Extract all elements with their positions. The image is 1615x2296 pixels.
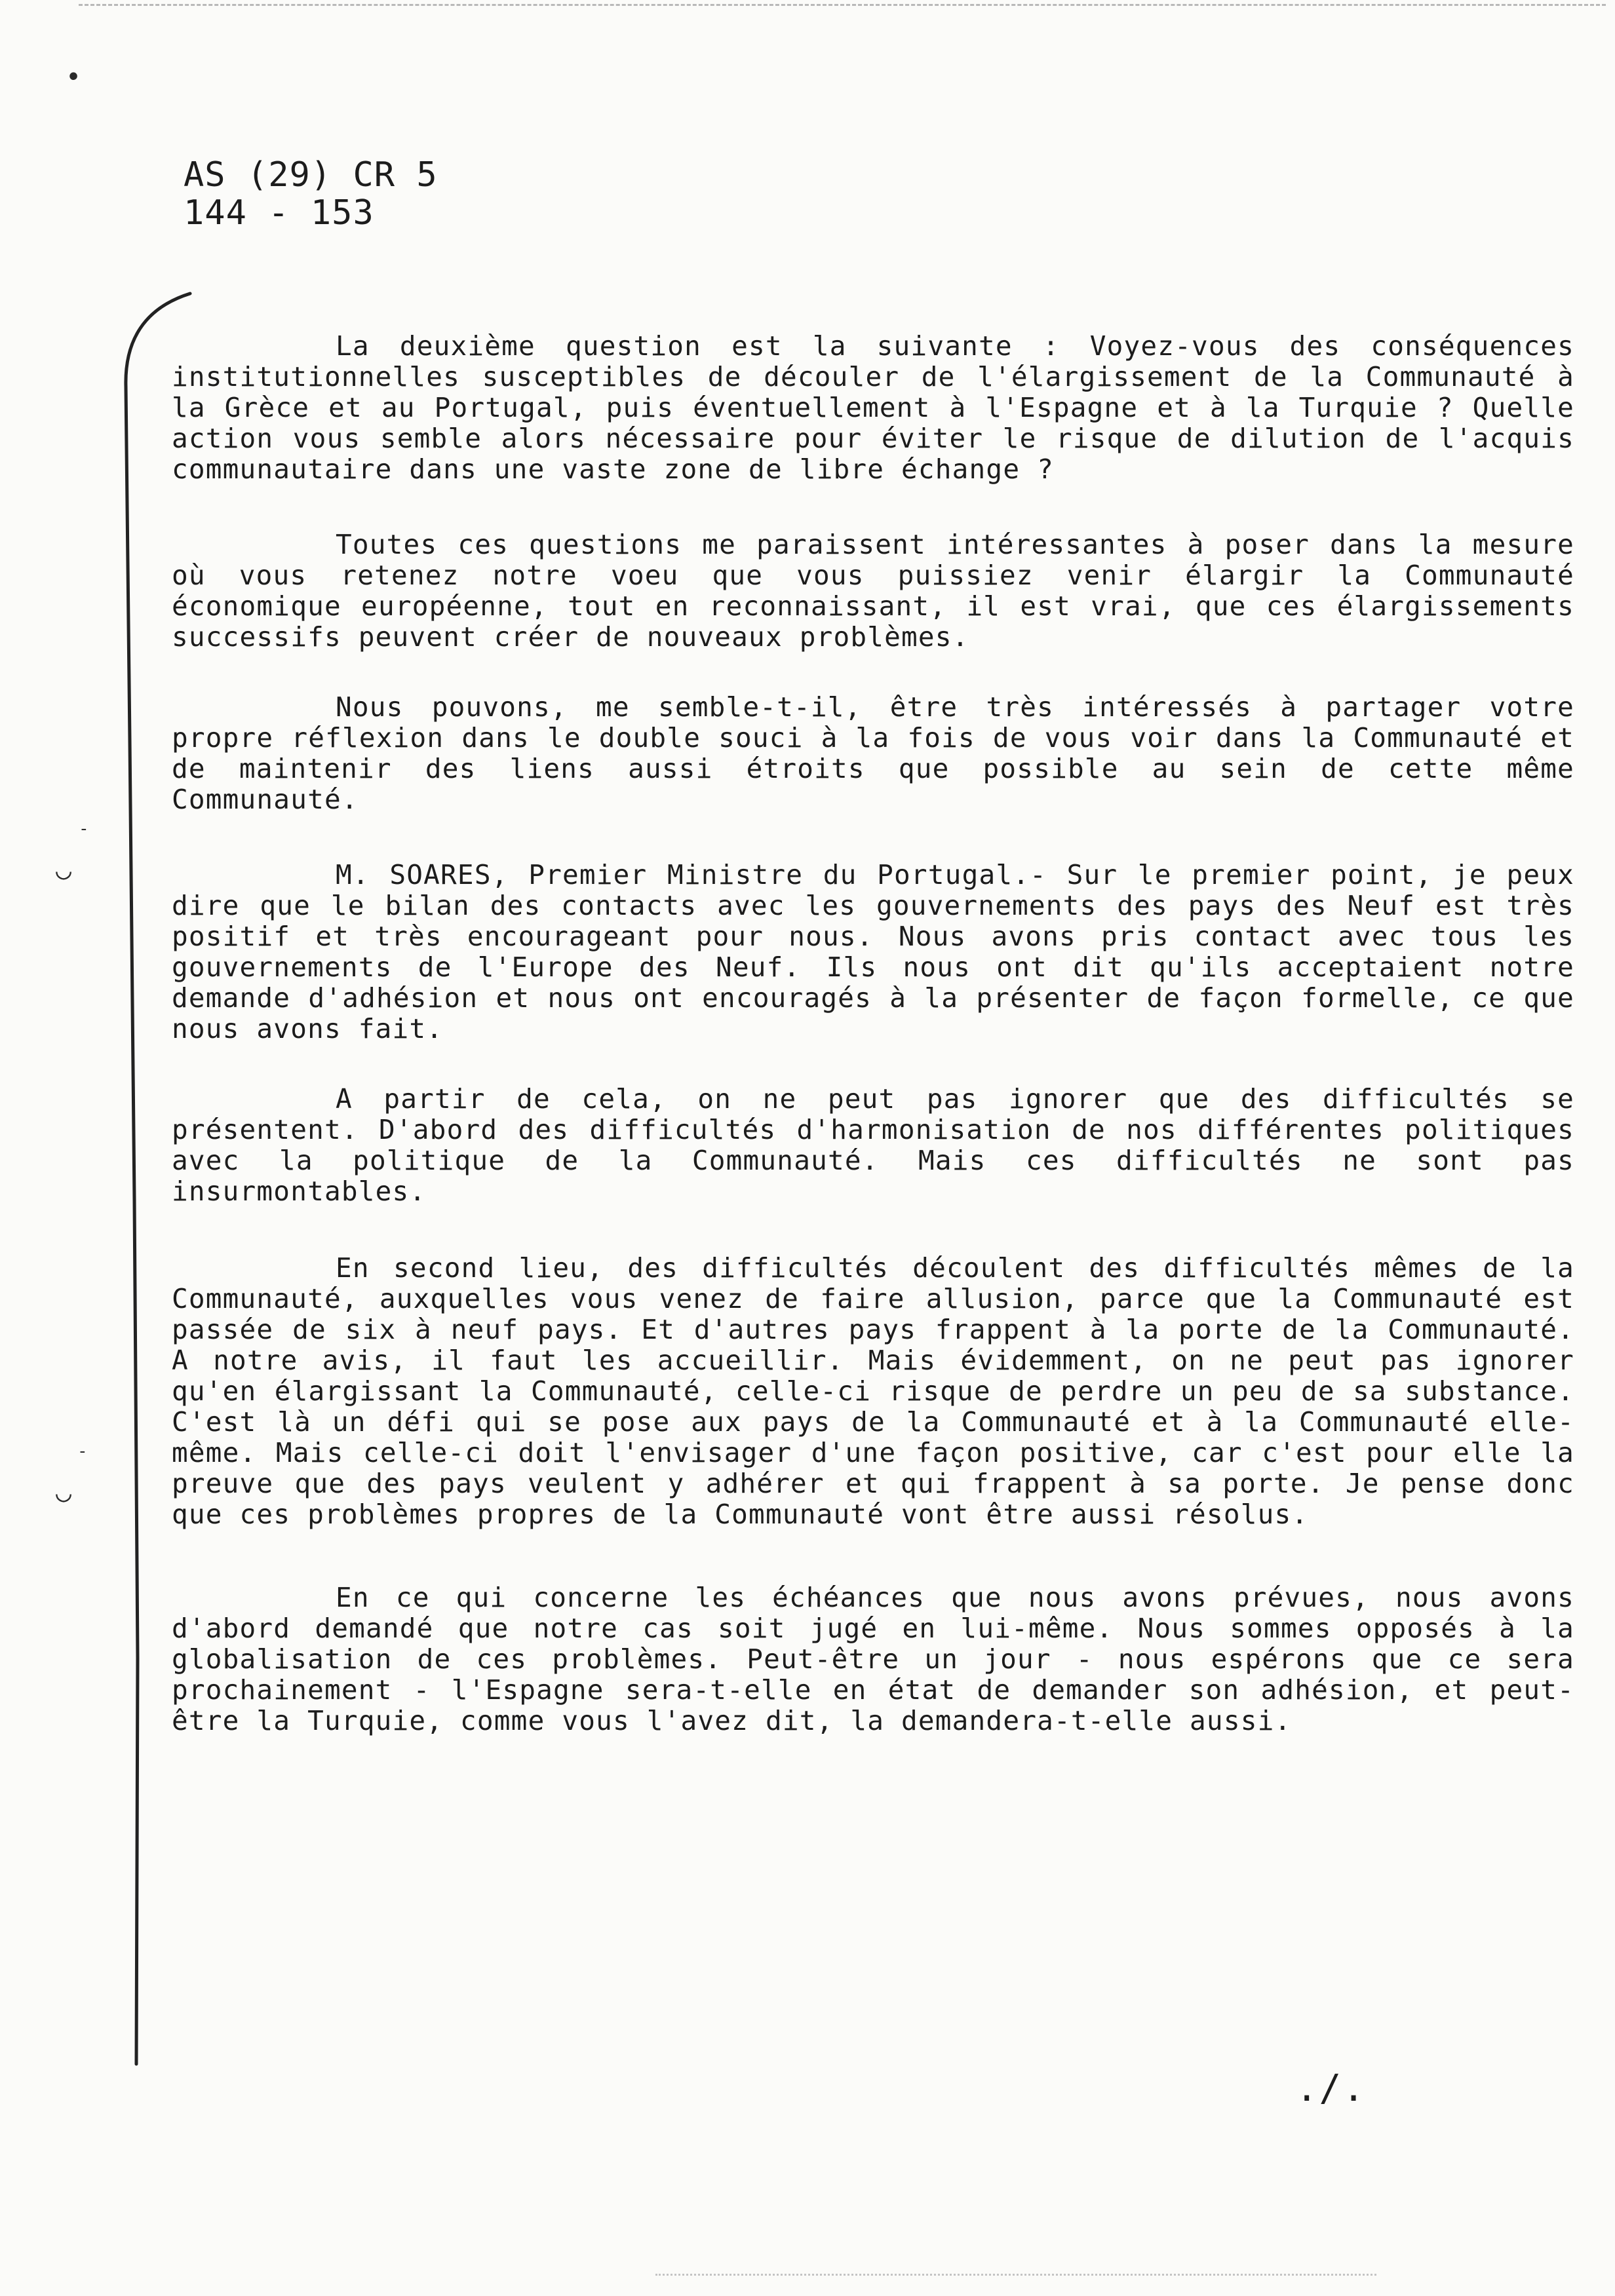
paragraph-community-difficulties: En second lieu, des difficultés découlent des difficultés mêmes de la Communauté, auxquelles vous venez de faire allusion, parce que la Communauté est passée de six à neuf pays. Et d'autres pays frappent à la porte de la Communauté. A notre avis, il faut les accueillir. Mais évidemment, on ne peut pas ignorer qu'en élargissant la Communauté, celle-ci risque de perdre un peu de sa substance. C'est là un défi qui se pose aux pays de la Communauté et à la Communauté elle-même. Mais celle-ci doit l'envisager d'une façon positive, car c'est pour elle la preuve que des pays veulent y adhérer et qui frappent à sa porte. Je pense donc que ces problèmes propres de la Communauté vont être aussi résolus. — [172, 1252, 1574, 1530]
paragraph-interesting-questions: Toutes ces questions me paraissent intéressantes à poser dans la mesure où vous retenez notre voeu que vous puissiez venir élargir la Communauté économique européenne, tout en reconnaissant, il est vrai, que ces élargissements successifs peuvent créer de nouveaux problèmes. — [172, 529, 1574, 653]
reference-pages: 144 - 153 — [184, 193, 374, 233]
margin-curve-mark: ◡ — [56, 855, 72, 885]
margin-tick-mark: • — [66, 62, 82, 92]
paragraph-difficulties: A partir de cela, on ne peut pas ignorer que des difficultés se présentent. D'abord des difficultés d'harmonisation de nos différentes politiques avec la politique de la Communauté. Mais ces difficultés ne sont pas insurmontables. — [172, 1083, 1574, 1207]
paragraph-timelines: En ce qui concerne les échéances que nous avons prévues, nous avons d'abord demandé que notre cas soit jugé en lui-même. Nous sommes opposés à la globalisation de ces problèmes. Peut-être un jour - nous espérons que ce sera prochainement - l'Espagne sera-t-elle en état de demander son adhésion, et peut-être la Turquie, comme vous l'avez dit, la demandera-t-elle aussi. — [172, 1582, 1574, 1736]
continuation-mark: ./. — [1295, 2067, 1366, 2110]
margin-dash-mark: - — [77, 1442, 88, 1461]
paragraph-shared-reflection: Nous pouvons, me semble-t-il, être très intéressés à partager votre propre réflexion dans le double souci à la fois de vous voir dans la Communauté et de maintenir des liens aussi étroits que possible au sein de cette même Communauté. — [172, 691, 1574, 815]
paragraph-soares-reply: M. SOARES, Premier Ministre du Portugal.- Sur le premier point, je peux dire que le bilan des contacts avec les gouvernements des pays des Neuf est très positif et très encourageant pour nous. Nous avons pris contact avec tous les gouvernements de l'Europe des Neuf. Ils nous ont dit qu'ils acceptaient notre demande d'adhésion et nous ont encouragés à la présenter de façon formelle, ce que nous avons fait. — [172, 859, 1574, 1044]
reference-code: AS (29) CR 5 — [184, 155, 438, 195]
bottom-edge-scan-line — [655, 2274, 1376, 2277]
top-edge-scan-line — [79, 4, 1606, 8]
paragraph-question-two: La deuxième question est la suivante : Voyez-vous des conséquences institutionnelles susceptibles de découler de l'élargissement de la Communauté à la Grèce et au Portugal, puis éventuellement à l'Espagne et à la Turquie ? Quelle action vous semble alors nécessaire pour éviter le risque de dilution de l'acquis communautaire dans une vaste zone de libre échange ? — [172, 330, 1574, 485]
document-reference — [184, 156, 438, 232]
margin-curve-mark: ◡ — [56, 1478, 72, 1508]
margin-dash-mark: - — [79, 819, 89, 839]
document-body — [172, 331, 1574, 1781]
